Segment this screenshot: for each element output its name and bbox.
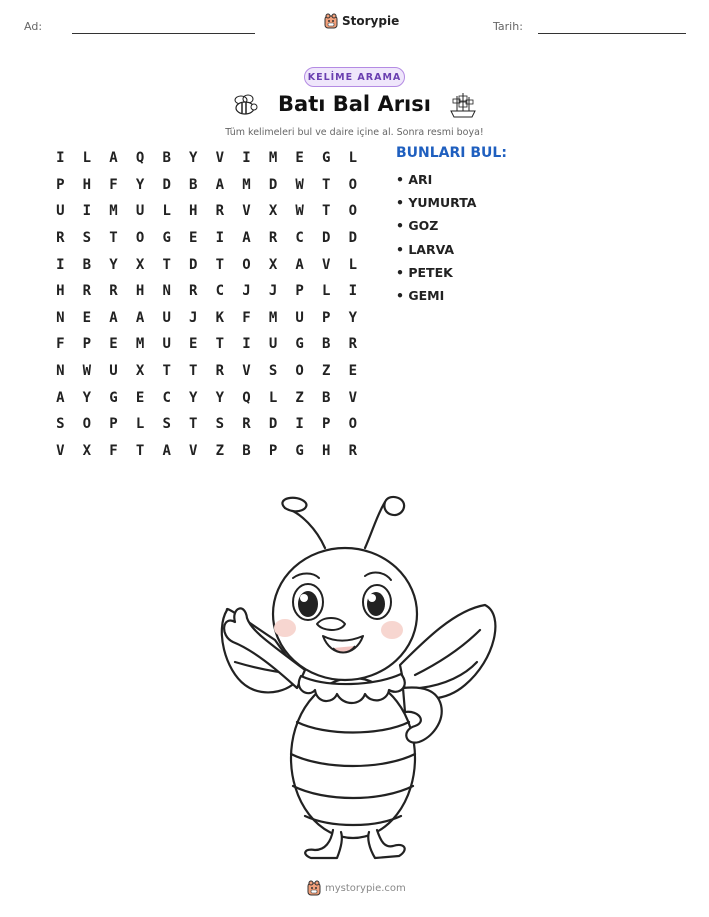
grid-letter[interactable]: U	[268, 336, 278, 353]
word-item: • GEMI	[396, 287, 445, 303]
grid-letter[interactable]: Z	[215, 442, 225, 459]
category-badge: KELİME ARAMA	[304, 67, 405, 87]
grid-letter[interactable]: N	[56, 363, 65, 380]
grid-letter[interactable]: P	[295, 283, 304, 300]
grid-letter[interactable]: N	[56, 309, 65, 326]
grid-letter[interactable]: V	[56, 442, 65, 459]
grid-row	[47, 251, 366, 278]
grid-letter[interactable]: E	[82, 309, 92, 326]
grid-letter[interactable]: T	[215, 336, 225, 353]
grid-letter[interactable]: G	[109, 389, 118, 406]
grid-letter[interactable]: N	[162, 283, 171, 300]
grid-letter[interactable]: A	[162, 442, 171, 459]
storypie-mascot-icon	[324, 13, 338, 29]
grid-letter[interactable]: Y	[189, 389, 198, 406]
name-label: Ad:	[24, 20, 43, 33]
grid-letter[interactable]: S	[268, 363, 278, 380]
word-item: • ARI	[396, 172, 433, 187]
grid-letter[interactable]: S	[162, 416, 171, 433]
grid-letter[interactable]: S	[56, 416, 65, 433]
date-label: Tarih:	[493, 20, 523, 33]
grid-letter[interactable]: C	[295, 230, 304, 247]
grid-letter[interactable]: H	[56, 283, 65, 300]
grid-letter[interactable]: O	[348, 176, 358, 193]
grid-letter[interactable]: D	[162, 176, 171, 193]
grid-letter[interactable]: O	[135, 230, 145, 247]
grid-row	[47, 438, 366, 465]
grid-letter[interactable]: P	[109, 416, 118, 433]
grid-letter[interactable]: L	[135, 416, 145, 433]
grid-letter[interactable]: R	[82, 283, 92, 300]
grid-letter[interactable]: O	[348, 203, 358, 220]
grid-letter[interactable]: T	[162, 256, 171, 273]
grid-letter[interactable]: A	[109, 150, 118, 167]
grid-letter[interactable]: E	[135, 389, 145, 406]
grid-letter[interactable]: M	[268, 309, 278, 326]
grid-letter[interactable]: R	[189, 283, 198, 300]
grid-row	[47, 358, 366, 385]
grid-letter[interactable]: P	[322, 416, 331, 433]
grid-letter[interactable]: A	[215, 176, 225, 193]
word-item: • LARVA	[396, 241, 455, 257]
grid-letter[interactable]: I	[56, 150, 65, 167]
grid-letter[interactable]: B	[162, 150, 171, 167]
grid-letter[interactable]: T	[322, 176, 331, 193]
grid-row	[47, 384, 366, 411]
grid-letter[interactable]: F	[242, 309, 251, 326]
grid-letter[interactable]: R	[242, 416, 251, 433]
grid-letter[interactable]: I	[82, 203, 92, 220]
small-ship-icon	[449, 91, 477, 119]
grid-letter[interactable]: D	[268, 416, 278, 433]
grid-letter[interactable]: S	[82, 230, 92, 247]
grid-letter[interactable]: M	[135, 336, 145, 353]
grid-letter[interactable]: D	[322, 230, 331, 247]
grid-letter[interactable]: L	[268, 389, 278, 406]
grid-letter[interactable]: V	[242, 363, 251, 380]
grid-letter[interactable]: T	[189, 416, 198, 433]
grid-letter[interactable]: R	[348, 442, 358, 459]
name-line	[72, 33, 255, 34]
grid-letter[interactable]: L	[162, 203, 171, 220]
grid-letter[interactable]: D	[348, 230, 358, 247]
grid-letter[interactable]: D	[189, 256, 198, 273]
grid-letter[interactable]: B	[322, 336, 331, 353]
grid-letter[interactable]: V	[242, 203, 251, 220]
grid-letter[interactable]: I	[242, 336, 251, 353]
grid-letter[interactable]: E	[348, 363, 358, 380]
brand-logo	[324, 13, 399, 29]
grid-letter[interactable]: O	[82, 416, 92, 433]
grid-letter[interactable]: B	[82, 256, 92, 273]
letter-grid	[47, 145, 366, 464]
grid-letter[interactable]: E	[189, 336, 198, 353]
grid-letter[interactable]: E	[109, 336, 118, 353]
instructions-text: Tüm kelimeleri bul ve daire içine al. Sonra resmi boya!	[225, 127, 484, 138]
grid-letter[interactable]: T	[322, 203, 331, 220]
brand-name: Storypie	[342, 14, 400, 28]
grid-letter[interactable]: J	[242, 283, 251, 300]
grid-letter[interactable]: J	[189, 309, 198, 326]
grid-letter[interactable]: Q	[242, 389, 251, 406]
grid-letter[interactable]: I	[348, 283, 358, 300]
grid-letter[interactable]: J	[268, 283, 278, 300]
grid-letter[interactable]: P	[82, 336, 92, 353]
grid-letter[interactable]: W	[82, 363, 92, 380]
grid-letter[interactable]: U	[109, 363, 118, 380]
grid-letter[interactable]: Z	[295, 389, 304, 406]
grid-letter[interactable]: P	[56, 176, 65, 193]
grid-letter[interactable]: F	[109, 176, 118, 193]
grid-letter[interactable]: X	[268, 256, 278, 273]
grid-letter[interactable]: S	[215, 416, 225, 433]
date-line	[538, 33, 686, 34]
grid-letter[interactable]: Y	[215, 389, 225, 406]
grid-row	[47, 225, 366, 252]
grid-letter[interactable]: T	[135, 442, 145, 459]
grid-letter[interactable]: O	[348, 416, 358, 433]
grid-letter[interactable]: L	[322, 283, 331, 300]
word-item: • GOZ	[396, 218, 439, 234]
grid-row	[47, 145, 366, 172]
word-list-title: BUNLARI BUL:	[396, 145, 507, 161]
grid-letter[interactable]: T	[215, 256, 225, 273]
grid-letter[interactable]: R	[348, 336, 358, 353]
grid-letter[interactable]: X	[82, 442, 92, 459]
grid-letter[interactable]: B	[189, 176, 198, 193]
grid-letter[interactable]: L	[348, 256, 358, 273]
grid-letter[interactable]: C	[162, 389, 171, 406]
grid-letter[interactable]: R	[109, 283, 118, 300]
storypie-mascot-icon	[307, 880, 321, 896]
grid-letter[interactable]: W	[295, 203, 304, 220]
grid-letter[interactable]: W	[295, 176, 304, 193]
grid-letter[interactable]: V	[189, 442, 198, 459]
grid-letter[interactable]: T	[109, 230, 118, 247]
grid-letter[interactable]: K	[215, 309, 225, 326]
grid-row	[47, 411, 366, 438]
footer	[307, 880, 406, 896]
grid-letter[interactable]: F	[56, 336, 65, 353]
grid-letter[interactable]: G	[295, 442, 304, 459]
grid-letter[interactable]: U	[135, 203, 145, 220]
grid-letter[interactable]: U	[162, 309, 171, 326]
grid-letter[interactable]: P	[268, 442, 278, 459]
grid-row	[47, 278, 366, 305]
word-item: • YUMURTA	[396, 195, 477, 211]
grid-letter[interactable]: X	[135, 256, 145, 273]
grid-letter[interactable]: I	[56, 256, 65, 273]
grid-letter[interactable]: H	[82, 176, 92, 193]
grid-letter[interactable]: O	[242, 256, 251, 273]
grid-letter[interactable]: D	[268, 176, 278, 193]
grid-letter[interactable]: E	[295, 150, 304, 167]
grid-letter[interactable]: R	[268, 230, 278, 247]
grid-letter[interactable]: G	[322, 150, 331, 167]
footer-url: mystorypie.com	[325, 882, 406, 894]
grid-letter[interactable]: R	[215, 363, 225, 380]
grid-letter[interactable]: A	[295, 256, 304, 273]
grid-letter[interactable]: Q	[135, 150, 145, 167]
grid-letter[interactable]: Y	[135, 176, 145, 193]
grid-letter[interactable]: R	[56, 230, 65, 247]
grid-row	[47, 331, 366, 358]
grid-letter[interactable]: G	[162, 230, 171, 247]
grid-letter[interactable]: Y	[348, 309, 358, 326]
grid-letter[interactable]: X	[268, 203, 278, 220]
grid-letter[interactable]: V	[215, 150, 225, 167]
grid-letter[interactable]: C	[215, 283, 225, 300]
grid-letter[interactable]: P	[322, 309, 331, 326]
word-item: • PETEK	[396, 264, 453, 280]
grid-row	[47, 172, 366, 199]
grid-letter[interactable]: Z	[322, 363, 331, 380]
grid-letter[interactable]: H	[322, 442, 331, 459]
bee-coloring-illustration	[205, 490, 505, 865]
grid-letter[interactable]: F	[109, 442, 118, 459]
grid-letter[interactable]: H	[135, 283, 145, 300]
grid-letter[interactable]: V	[348, 389, 358, 406]
grid-letter[interactable]: L	[348, 150, 358, 167]
grid-letter[interactable]: A	[135, 309, 145, 326]
grid-letter[interactable]: B	[242, 442, 251, 459]
grid-letter[interactable]: Y	[109, 256, 118, 273]
grid-letter[interactable]: H	[189, 203, 198, 220]
grid-letter[interactable]: Y	[189, 150, 198, 167]
grid-letter[interactable]: O	[295, 363, 304, 380]
grid-letter[interactable]: M	[242, 176, 251, 193]
grid-letter[interactable]: T	[162, 363, 171, 380]
grid-letter[interactable]: M	[109, 203, 118, 220]
grid-letter[interactable]: B	[322, 389, 331, 406]
grid-letter[interactable]: U	[56, 203, 65, 220]
grid-letter[interactable]: M	[268, 150, 278, 167]
grid-row	[47, 305, 366, 332]
page-title: Batı Bal Arısı	[278, 92, 431, 116]
grid-letter[interactable]: A	[109, 309, 118, 326]
grid-letter[interactable]: V	[322, 256, 331, 273]
grid-row	[47, 198, 366, 225]
grid-letter[interactable]: U	[295, 309, 304, 326]
grid-letter[interactable]: I	[242, 150, 251, 167]
grid-letter[interactable]: R	[215, 203, 225, 220]
grid-letter[interactable]: E	[189, 230, 198, 247]
grid-letter[interactable]: G	[295, 336, 304, 353]
grid-letter[interactable]: A	[242, 230, 251, 247]
grid-letter[interactable]: X	[135, 363, 145, 380]
word-list	[396, 172, 476, 311]
grid-letter[interactable]: T	[189, 363, 198, 380]
grid-letter[interactable]: A	[56, 389, 65, 406]
grid-letter[interactable]: I	[295, 416, 304, 433]
grid-letter[interactable]: L	[82, 150, 92, 167]
grid-letter[interactable]: U	[162, 336, 171, 353]
grid-letter[interactable]: Y	[82, 389, 92, 406]
grid-letter[interactable]: I	[215, 230, 225, 247]
